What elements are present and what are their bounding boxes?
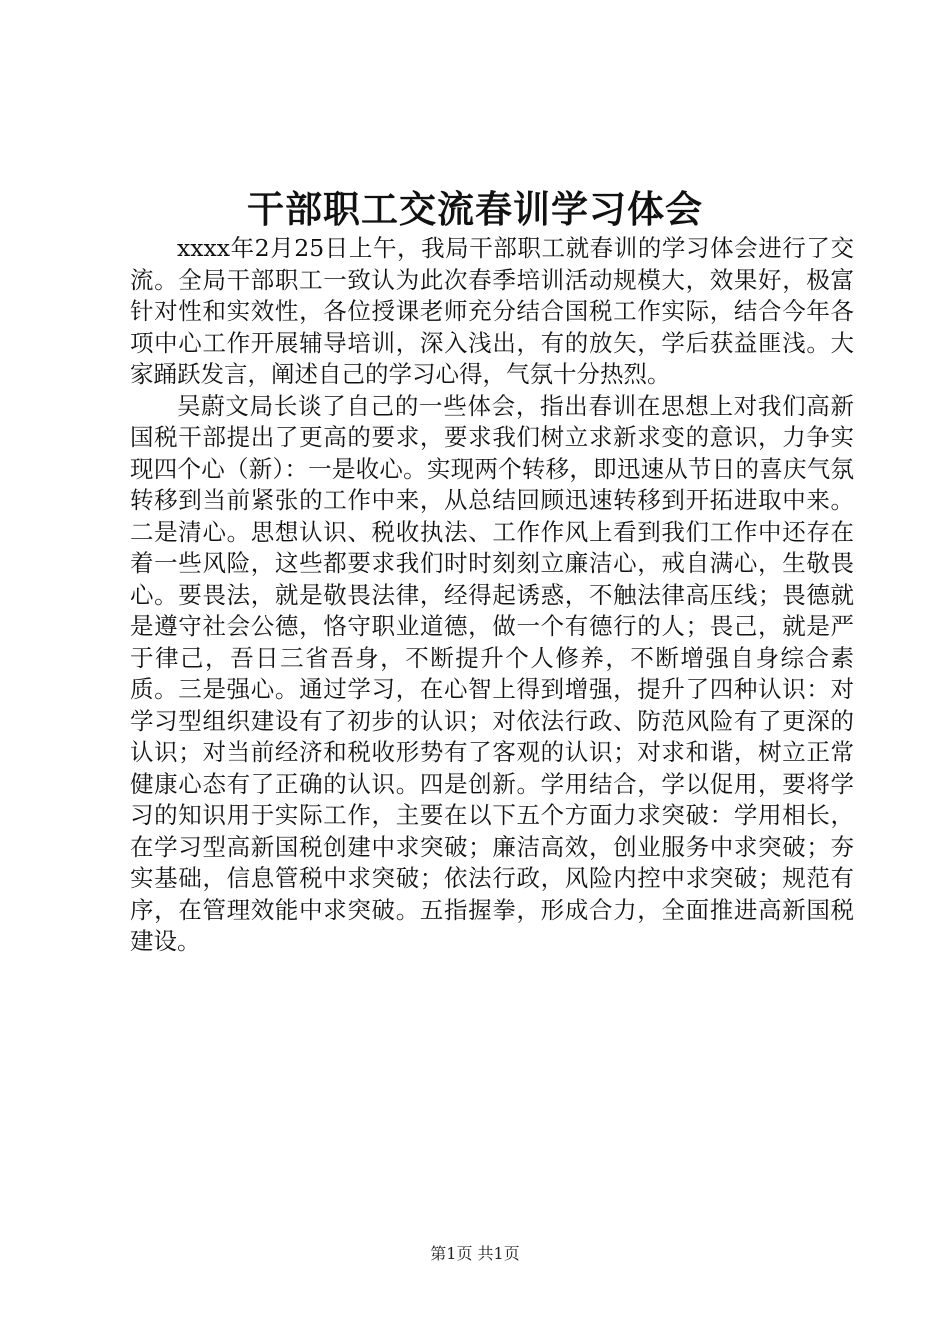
paragraph-1: xxxx年2月25日上午，我局干部职工就春训的学习体会进行了交流。全局干部职工一致认为此次春季培训活动规模大，效果好，极富针对性和实效性，各位授课老师充分结合国税工作实际，结合今年各项中心工作开展辅导培训，深入浅出，有的放矢，学后获益匪浅。大家踊跃发言，阐述自己的学习心得，气氛十分热烈。 [130, 234, 854, 388]
document-title: 干部职工交流春训学习体会 [247, 187, 703, 231]
page-footer: 第1页 共1页 [430, 1244, 520, 1263]
document-body [130, 233, 854, 958]
paragraph-2: 吴蔚文局长谈了自己的一些体会，指出春训在思想上对我们高新国税干部提出了更高的要求，要求我们树立求新求变的意识，力争实现四个心（新）：一是收心。实现两个转移，即迅速从节日的喜庆气氛转移到当前紧张的工作中来，从总结回顾迅速转移到开拓进取中来。二是清心。思想认识、税收执法、工作作风上看到我们工作中还存在着一些风险，这些都要求我们时时刻刻立廉洁心，戒自满心，生敬畏心。要畏法，就是敬畏法律，经得起诱惑，不触法律高压线；畏德就是遵守社会公德，恪守职业道德，做一个有德行的人；畏己，就是严于律己，吾日三省吾身，不断提升个人修养，不断增强自身综合素质。三是强心。通过学习，在心智上得到增强，提升了四种认识：对学习型组织建设有了初步的认识；对依法行政、防范风险有了更深的认识；对当前经济和税收形势有了客观的认识；对求和谐，树立正常健康心态有了正确的认识。四是创新。学用结合，学以促用，要将学习的知识用于实际工作，主要在以下五个方面力求突破：学用相长，在学习型高新国税创建中求突破；廉洁高效，创业服务中求突破；夯实基础，信息管税中求突破；依法行政，风险内控中求突破；规范有序，在管理效能中求突破。五指握拳，形成合力，全面推进高新国税建设。 [130, 391, 854, 955]
